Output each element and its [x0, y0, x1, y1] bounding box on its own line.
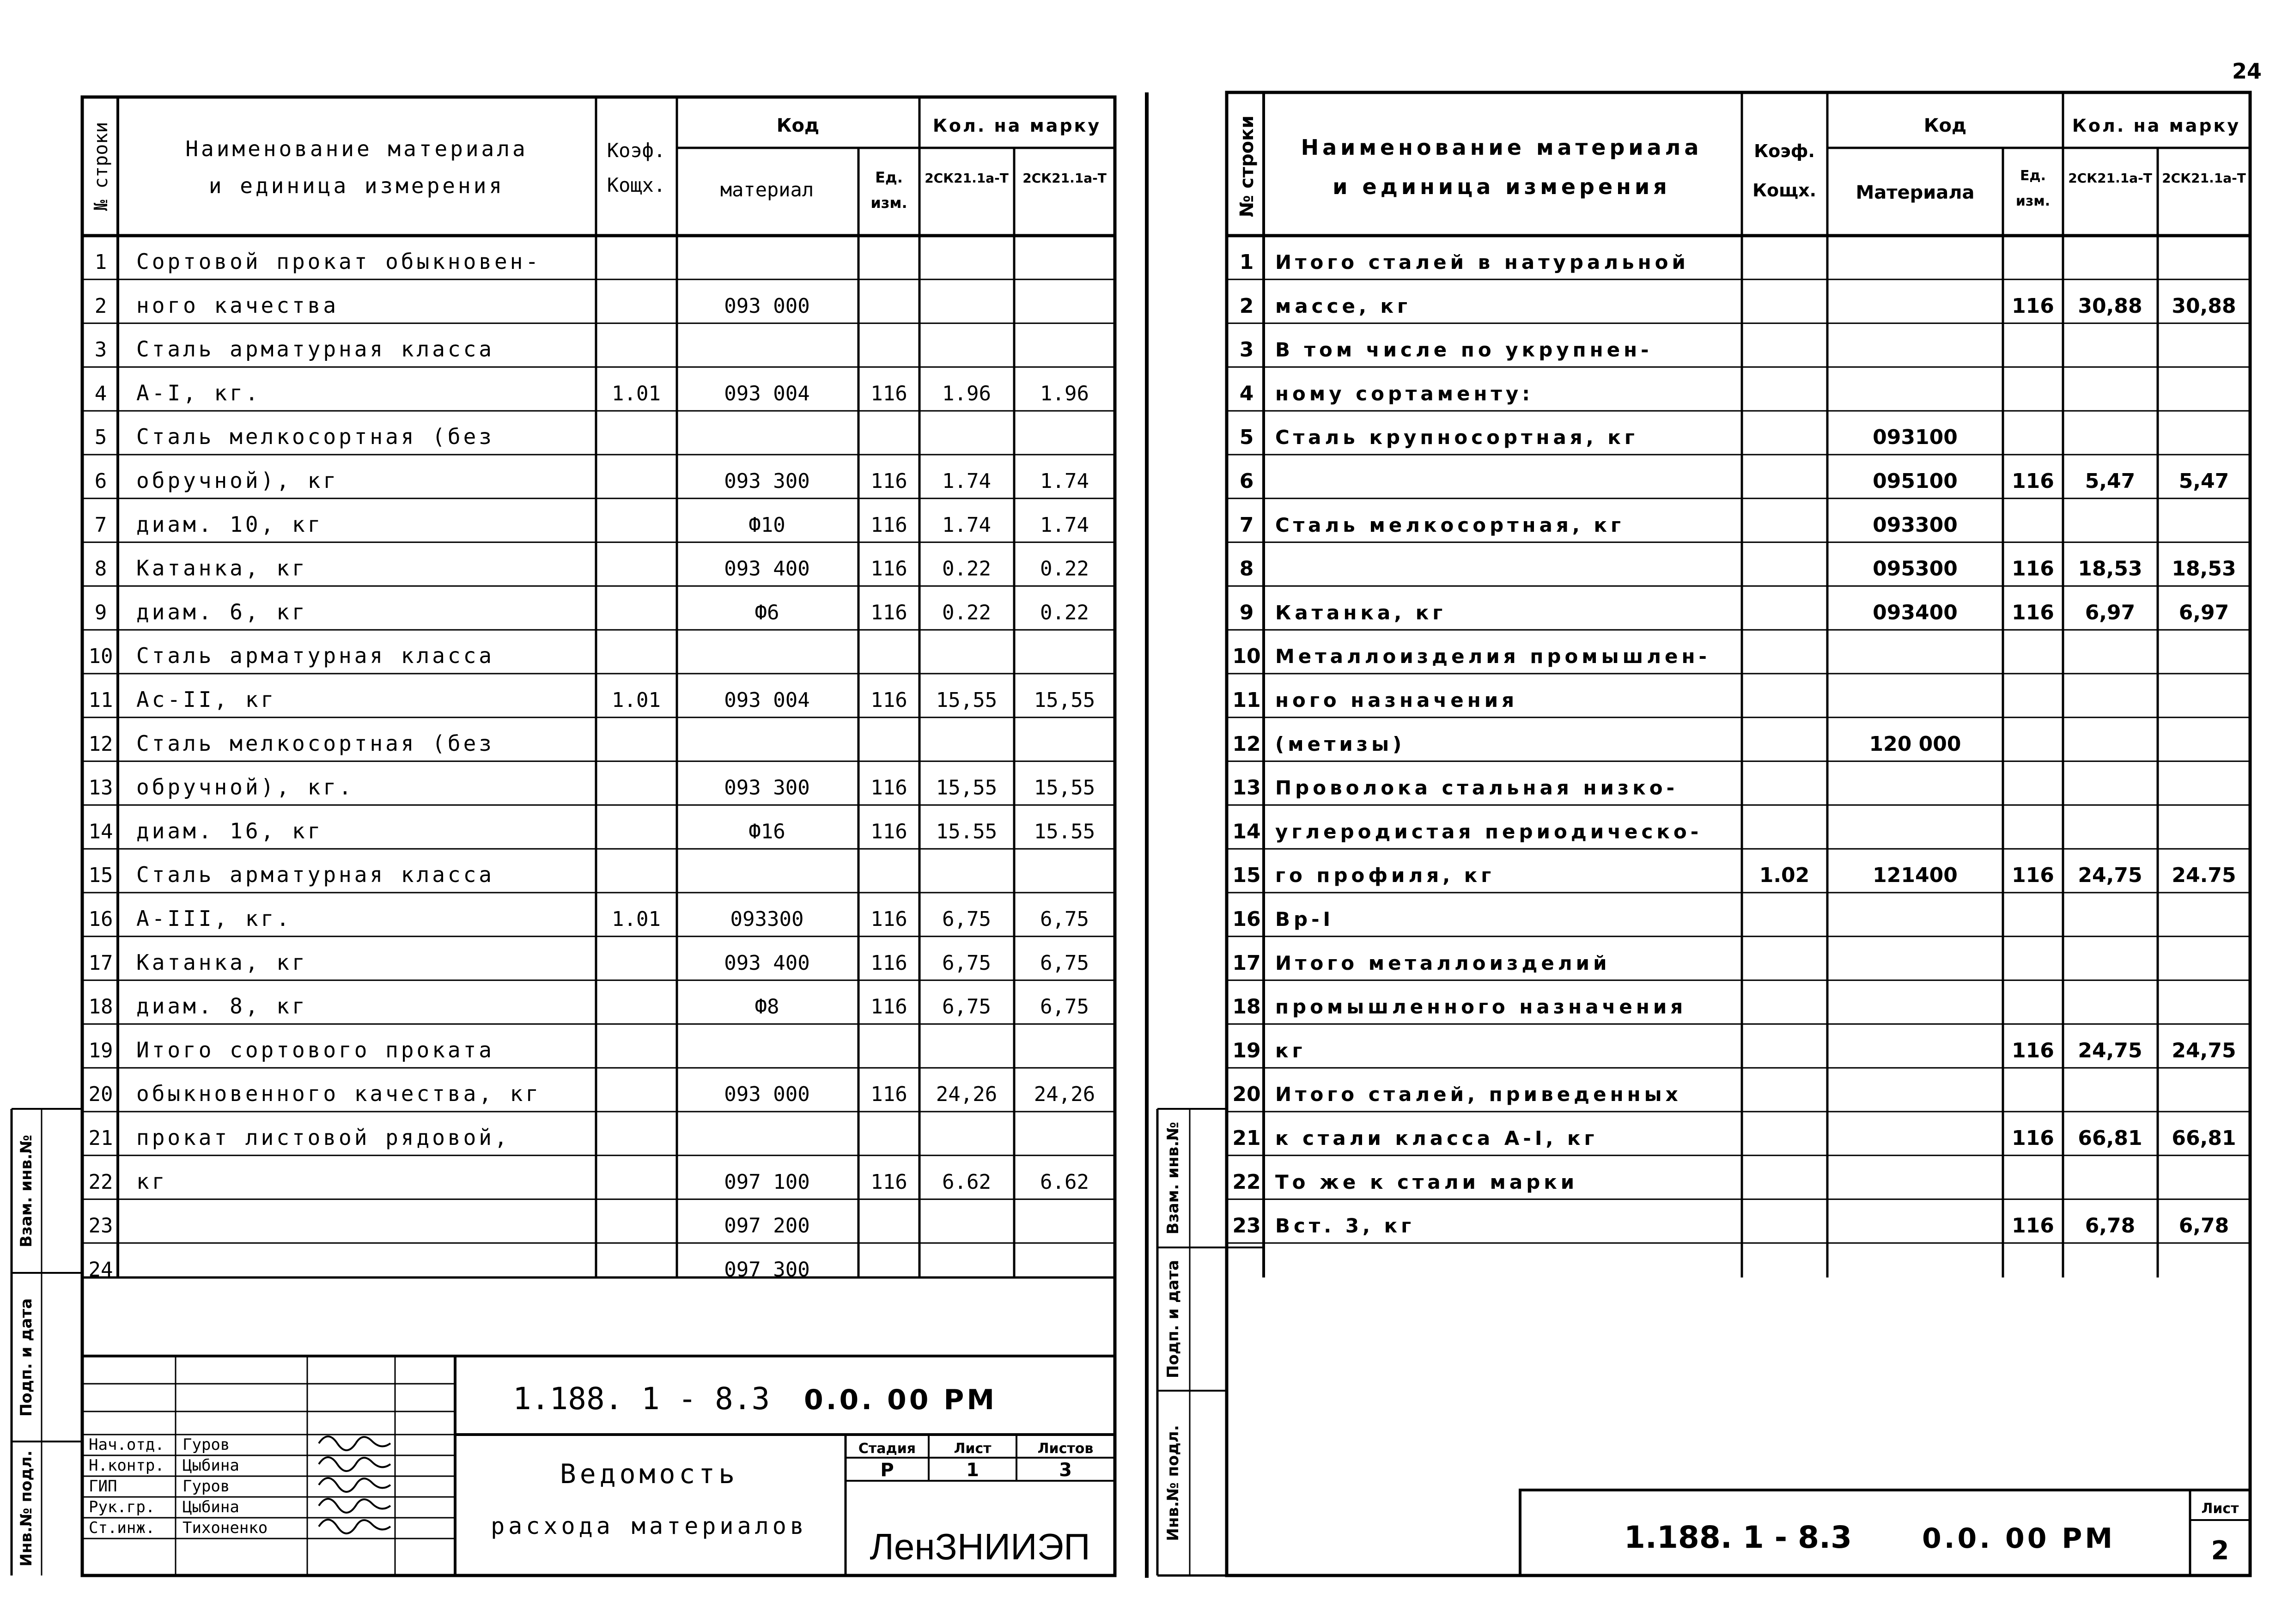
material-name: обручной), кг [136, 468, 339, 493]
material-name: диам. 16, кг [136, 818, 323, 844]
material-name: диам. 8, кг [136, 993, 308, 1019]
qty-mark-1: 6,97 [2085, 601, 2136, 625]
material-name: прокат листовой рядовой, [136, 1125, 510, 1150]
coefficient: 1.01 [612, 688, 661, 712]
material-name: Сталь арматурная класса [136, 862, 494, 888]
material-code: Ф16 [748, 820, 785, 844]
qty-mark-1: 0.22 [942, 557, 991, 581]
unit-header: Ед. [2020, 168, 2046, 184]
qty-header: Кол. на марку [2072, 116, 2241, 136]
right-margin-labels [1164, 1122, 1182, 1541]
row-number: 11 [88, 688, 113, 712]
material-name: диам. 6, кг [136, 599, 308, 625]
material-code: 097 100 [724, 1170, 810, 1194]
qty-mark-1: 18,53 [2078, 557, 2142, 581]
material-name: Сталь арматурная класса [136, 336, 494, 362]
doc-title: Ведомость [560, 1458, 739, 1490]
row-number: 12 [1232, 732, 1261, 756]
qty-mark-2: 0.22 [1040, 557, 1089, 581]
row-number: 4 [94, 382, 107, 406]
material-name: А-III, кг. [136, 906, 292, 931]
material-name: ному сортаменту: [1275, 382, 1534, 405]
row-number: 8 [1239, 557, 1254, 581]
drawing-code-suffix: 0.0. 00 РМ [1922, 1522, 2116, 1555]
row-number: 23 [1232, 1214, 1261, 1238]
row-number: 7 [1239, 513, 1254, 537]
row-number: 16 [88, 907, 113, 931]
table-row [1240, 250, 1689, 274]
material-name: Итого сталей, приведенных [1275, 1083, 1682, 1106]
unit-code: 116 [2012, 557, 2054, 581]
row-number: 19 [88, 1039, 113, 1063]
coefficient: 1.01 [612, 382, 661, 406]
row-number: 22 [88, 1170, 113, 1194]
unit-code: 116 [870, 951, 907, 975]
coefficient: 1.02 [1759, 864, 1810, 888]
coef-header: Коэф. [607, 139, 666, 162]
sheet-label: Лист [2201, 1501, 2239, 1517]
table-row [1232, 688, 1518, 712]
qty-mark-1: 1.96 [942, 382, 991, 406]
table-row [89, 862, 494, 887]
table-row [1232, 1083, 1681, 1106]
coef-header-sub: Кощх. [607, 174, 666, 196]
table-row [1240, 382, 1533, 405]
material-code: 093 000 [724, 294, 810, 318]
material-name: Сталь мелкосортная (без [136, 730, 494, 756]
material-code: 093 000 [724, 1083, 810, 1107]
qty-mark-2: 24.75 [2172, 864, 2236, 888]
unit-code: 116 [2012, 864, 2054, 888]
row-number: 2 [1239, 294, 1254, 318]
qty-mark-2: 30,88 [2172, 294, 2236, 318]
table-row [89, 643, 494, 668]
material-name: обыкновенного качества, кг [136, 1081, 542, 1107]
qty-mark-1: 24,26 [936, 1083, 998, 1107]
material-code: Ф10 [748, 513, 785, 537]
table-row [1232, 907, 1334, 931]
row-number: 2 [94, 294, 107, 318]
material-name: Вр-I [1275, 908, 1334, 931]
material-code: 095100 [1873, 469, 1958, 493]
row-number: 20 [1232, 1083, 1261, 1107]
name-header-unit: и единица измерения [1333, 174, 1671, 199]
material-name: промышленного назначения [1275, 995, 1687, 1018]
qty-mark-2: 0.22 [1040, 601, 1089, 625]
qty-mark-2: 6,78 [2178, 1214, 2229, 1238]
margin-inv-label: Инв.№ подл. [1164, 1425, 1182, 1541]
material-name: (метизы) [1275, 732, 1406, 755]
drawing-code: 1.188. 1 - 8.3 [1624, 1520, 1852, 1555]
row-number: 13 [88, 776, 113, 800]
stage-value: Р [880, 1460, 894, 1481]
unit-header-sub: изм. [870, 194, 907, 212]
row-number: 6 [1239, 469, 1254, 493]
material-name: В том числе по укрупнен- [1275, 338, 1653, 361]
row-number: 15 [1232, 864, 1261, 888]
table-row [95, 424, 494, 449]
row-number: 9 [94, 601, 107, 625]
row-number: 14 [88, 820, 113, 844]
row-number: 18 [88, 995, 113, 1019]
qty-mark-2: 1.74 [1040, 469, 1089, 493]
table-row [89, 1125, 510, 1150]
qty-mark-1: 1.74 [942, 469, 991, 493]
material-name: углеродистая периодическо- [1275, 820, 1703, 843]
row-number-header: № строки [91, 122, 112, 211]
material-code: 093 300 [724, 776, 810, 800]
row-number: 12 [88, 732, 113, 756]
qty-mark-1: 66,81 [2078, 1126, 2142, 1150]
coef-header: Коэф. [1754, 141, 1815, 161]
page-number: 24 [2232, 59, 2262, 84]
code-header: Код [1923, 115, 1967, 136]
qty-mark-2: 15.55 [1034, 820, 1095, 844]
row-number: 20 [88, 1083, 113, 1107]
table-row [95, 249, 541, 274]
qty-mark-2: 6,75 [1040, 951, 1089, 975]
name-header-unit: и единица измерения [208, 173, 505, 198]
qty-mark-1: 1.74 [942, 513, 991, 537]
material-name: Итого металлоизделий [1275, 951, 1611, 974]
unit-code: 116 [2012, 1214, 2054, 1238]
row-number: 1 [1239, 250, 1254, 274]
qty-mark-2: 24,75 [2172, 1039, 2236, 1063]
qty-mark-2: 5,47 [2178, 469, 2229, 493]
row-number-header: № строки [1236, 115, 1258, 218]
sheet-label: Лист [954, 1441, 992, 1457]
material-code: 093300 [1873, 513, 1958, 537]
material-name: кг [1275, 1039, 1306, 1062]
material-name: Итого сталей в натуральной [1275, 251, 1689, 274]
drawing-code-suffix: 0.0. 00 РМ [804, 1384, 998, 1416]
material-code: Ф6 [755, 601, 779, 625]
qty-mark-1: 6,75 [942, 995, 991, 1019]
table-row [95, 337, 494, 362]
doc-title-sub: расхода материалов [491, 1513, 808, 1539]
qty-mark-2: 15,55 [1034, 776, 1095, 800]
coef-header-sub: Кощх. [1752, 180, 1817, 201]
qty-mark-1: 0.22 [942, 601, 991, 625]
left-margin-labels [17, 1135, 36, 1567]
material-name: Металлоизделия промышлен- [1275, 645, 1710, 668]
stage-label: Стадия [858, 1441, 916, 1457]
material-name: Сталь арматурная класса [136, 643, 494, 669]
row-number: 7 [94, 513, 107, 537]
qty-mark-2: 66,81 [2172, 1126, 2236, 1150]
table-row [1232, 645, 1710, 668]
qty-mark-2: 6.62 [1040, 1170, 1089, 1194]
mark2-header: 2СК21.1а-Т [2162, 170, 2246, 186]
name-header: Наименование материала [185, 136, 528, 161]
material-code: 093 400 [724, 951, 810, 975]
stamp-role: Рук.гр. [89, 1498, 155, 1516]
table-row [1232, 1170, 1578, 1194]
qty-header: Кол. на марку [932, 116, 1101, 136]
stamp-person: Гуров [183, 1435, 230, 1454]
row-number: 15 [88, 864, 113, 888]
material-name: ного назначения [1275, 689, 1518, 712]
table-row [1232, 776, 1678, 800]
qty-mark-1: 30,88 [2078, 294, 2142, 318]
material-code: 093 300 [724, 469, 810, 493]
material-code: 097 300 [724, 1258, 810, 1282]
sheets-value: 3 [1059, 1460, 1072, 1481]
unit-header-sub: изм. [2015, 193, 2051, 209]
unit-code: 116 [870, 820, 907, 844]
row-number: 10 [88, 645, 113, 669]
material-name: диам. 10, кг [136, 511, 323, 537]
stamp-role: ГИП [89, 1477, 117, 1496]
qty-mark-1: 6,75 [942, 907, 991, 931]
row-number: 21 [1232, 1126, 1261, 1150]
row-number: 4 [1239, 382, 1254, 406]
unit-code: 116 [870, 776, 907, 800]
margin-replace-label: Взам. инв.№ [1164, 1122, 1182, 1235]
qty-mark-1: 24,75 [2078, 864, 2142, 888]
unit-code: 116 [870, 995, 907, 1019]
qty-mark-2: 6,97 [2178, 601, 2229, 625]
qty-mark-1: 15,55 [936, 776, 998, 800]
qty-mark-1: 15.55 [936, 820, 998, 844]
qty-mark-2: 24,26 [1034, 1083, 1095, 1107]
material-name: Итого сортового проката [136, 1037, 494, 1063]
material-name: обручной), кг. [136, 774, 354, 800]
material-code: 093100 [1873, 426, 1958, 450]
row-number: 23 [88, 1214, 113, 1238]
row-number: 5 [1239, 426, 1254, 450]
sheets-label: Листов [1037, 1441, 1094, 1457]
material-code: 121400 [1873, 864, 1958, 888]
table-row [89, 1037, 494, 1062]
organization: ЛенЗНИИЭП [870, 1526, 1090, 1567]
qty-mark-1: 15,55 [936, 688, 998, 712]
row-number: 10 [1232, 645, 1261, 669]
qty-mark-2: 1.96 [1040, 382, 1089, 406]
mark1-header: 2СК21.1а-Т [925, 170, 1009, 186]
margin-inv-label: Инв.№ подл. [17, 1450, 36, 1567]
material-code: 097 200 [724, 1214, 810, 1238]
material-name: Сталь мелкосортная (без [136, 424, 494, 450]
material-code: 093 400 [724, 557, 810, 581]
margin-sign-label: Подп. и дата [17, 1298, 36, 1417]
material-name: Сортовой прокат обыкновен- [136, 249, 542, 274]
material-name: Сталь мелкосортная, кг [1275, 513, 1625, 536]
qty-mark-1: 6,78 [2085, 1214, 2136, 1238]
row-number: 9 [1239, 601, 1254, 625]
material-name: А-I, кг. [136, 380, 261, 406]
row-number: 18 [1232, 995, 1261, 1019]
material-name: кг [136, 1168, 168, 1194]
stamp-role: Н.контр. [89, 1456, 164, 1475]
material-name: массе, кг [1275, 294, 1411, 317]
row-number: 3 [1239, 338, 1254, 362]
row-number: 17 [1232, 951, 1261, 975]
material-name: Катанка, кг [136, 949, 308, 975]
row-number: 16 [1232, 907, 1261, 931]
unit-code: 116 [870, 513, 907, 537]
material-name: Катанка, кг [136, 555, 308, 581]
row-number: 17 [88, 951, 113, 975]
table-row [89, 731, 494, 756]
unit-code: 116 [870, 557, 907, 581]
unit-code: 116 [2012, 1039, 2054, 1063]
mark2-header: 2СК21.1а-Т [1022, 170, 1107, 186]
name-header: Наименование материала [1301, 135, 1703, 160]
qty-mark-1: 5,47 [2085, 469, 2136, 493]
unit-code: 116 [870, 907, 907, 931]
unit-code: 116 [870, 1083, 907, 1107]
row-number: 22 [1232, 1170, 1261, 1194]
stamp-person: Цыбина [183, 1456, 239, 1475]
table-row [1232, 995, 1686, 1019]
unit-code: 116 [2012, 469, 2054, 493]
unit-code: 116 [870, 601, 907, 625]
row-number: 3 [94, 338, 107, 362]
margin-replace-label: Взам. инв.№ [17, 1135, 36, 1247]
qty-mark-2: 6,75 [1040, 907, 1089, 931]
row-number: 21 [88, 1126, 113, 1150]
stamp-person: Гуров [183, 1477, 230, 1496]
qty-mark-2: 15,55 [1034, 688, 1095, 712]
unit-code: 116 [870, 1170, 907, 1194]
table-row [1232, 820, 1702, 843]
material-name: Проволока стальная низко- [1275, 776, 1679, 799]
row-number: 6 [94, 469, 107, 493]
mark1-header: 2СК21.1а-Т [2068, 170, 2152, 186]
material-code: 093400 [1873, 601, 1958, 625]
row-number: 1 [94, 250, 107, 274]
table-row [1240, 338, 1653, 362]
row-number: 5 [94, 426, 107, 450]
row-number: 24 [88, 1258, 113, 1282]
row-number: 14 [1232, 820, 1261, 844]
sheet-value: 2 [2211, 1536, 2229, 1566]
material-code: Ф8 [755, 995, 779, 1019]
material-name: ного качества [136, 292, 339, 318]
row-number: 8 [94, 557, 107, 581]
drawing-code: 1.188. 1 - 8.3 [513, 1381, 770, 1417]
material-name: Вст. 3, кг [1275, 1214, 1415, 1237]
unit-code: 116 [2012, 294, 2054, 318]
row-number: 19 [1232, 1039, 1261, 1063]
material-header: материал [720, 178, 814, 201]
material-name: го профиля, кг [1275, 864, 1495, 887]
stamp-person: Цыбина [183, 1498, 239, 1516]
code-header: Код [776, 115, 820, 136]
stamp-person: Тихоненко [183, 1519, 268, 1537]
qty-mark-1: 6,75 [942, 951, 991, 975]
unit-code: 116 [870, 688, 907, 712]
material-name: Катанка, кг [1275, 601, 1447, 624]
unit-code: 116 [2012, 601, 2054, 625]
qty-mark-2: 1.74 [1040, 513, 1089, 537]
qty-mark-1: 6.62 [942, 1170, 991, 1194]
material-code: 093300 [730, 907, 804, 931]
qty-mark-1: 24,75 [2078, 1039, 2142, 1063]
material-code: 093 004 [724, 382, 810, 406]
margin-sign-label: Подп. и дата [1164, 1259, 1182, 1379]
material-name: Сталь крупносортная, кг [1275, 426, 1638, 449]
material-name: То же к стали марки [1275, 1170, 1578, 1193]
material-code: 120 000 [1869, 732, 1961, 756]
sheet-value: 1 [966, 1460, 979, 1481]
stamp-role: Нач.отд. [89, 1435, 164, 1454]
material-name: Ас-II, кг [136, 687, 277, 712]
qty-mark-2: 18,53 [2172, 557, 2236, 581]
coefficient: 1.01 [612, 907, 661, 931]
material-code: 093 004 [724, 688, 810, 712]
unit-header: Ед. [875, 169, 903, 186]
row-number: 11 [1232, 688, 1261, 712]
qty-mark-2: 6,75 [1040, 995, 1089, 1019]
material-code: 095300 [1873, 557, 1958, 581]
material-name: к стали класса А-I, кг [1275, 1127, 1598, 1150]
table-row [1232, 951, 1610, 975]
row-number: 13 [1232, 776, 1261, 800]
unit-code: 116 [870, 469, 907, 493]
unit-code: 116 [870, 382, 907, 406]
material-header: Материала [1856, 182, 1975, 203]
unit-code: 116 [2012, 1126, 2054, 1150]
stamp-role: Ст.инж. [89, 1519, 155, 1537]
